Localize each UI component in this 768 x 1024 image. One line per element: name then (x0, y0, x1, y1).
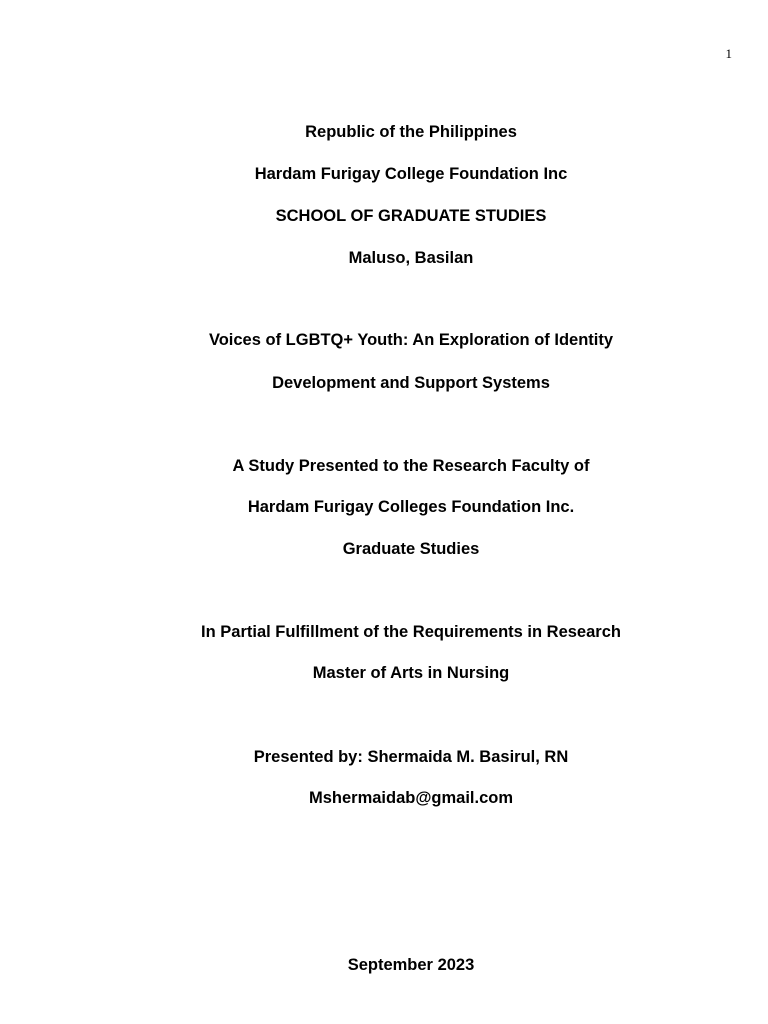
study-title-line-2: Development and Support Systems (272, 374, 550, 392)
header-location: Maluso, Basilan (348, 249, 474, 267)
page-number: 1 (725, 46, 732, 61)
author-email: Mshermaidab@gmail.com (308, 789, 514, 807)
study-title-line-1: Voices of LGBTQ+ Youth: An Exploration of Identity (208, 331, 614, 349)
header-institution: Hardam Furigay College Foundation Inc (254, 165, 568, 183)
submission-date: September 2023 (347, 956, 475, 974)
presentation-line-2: Hardam Furigay Colleges Foundation Inc. (247, 498, 575, 516)
presentation-line-3: Graduate Studies (342, 540, 480, 558)
presentation-line-1: A Study Presented to the Research Faculty of (232, 457, 590, 475)
fulfillment-line-2: Master of Arts in Nursing (312, 664, 510, 682)
header-school: SCHOOL OF GRADUATE STUDIES (275, 207, 547, 225)
presented-by: Presented by: Shermaida M. Basirul, RN (253, 748, 569, 766)
fulfillment-line-1: In Partial Fulfillment of the Requirements in Research (201, 623, 621, 641)
header-country: Republic of the Philippines (305, 123, 517, 141)
